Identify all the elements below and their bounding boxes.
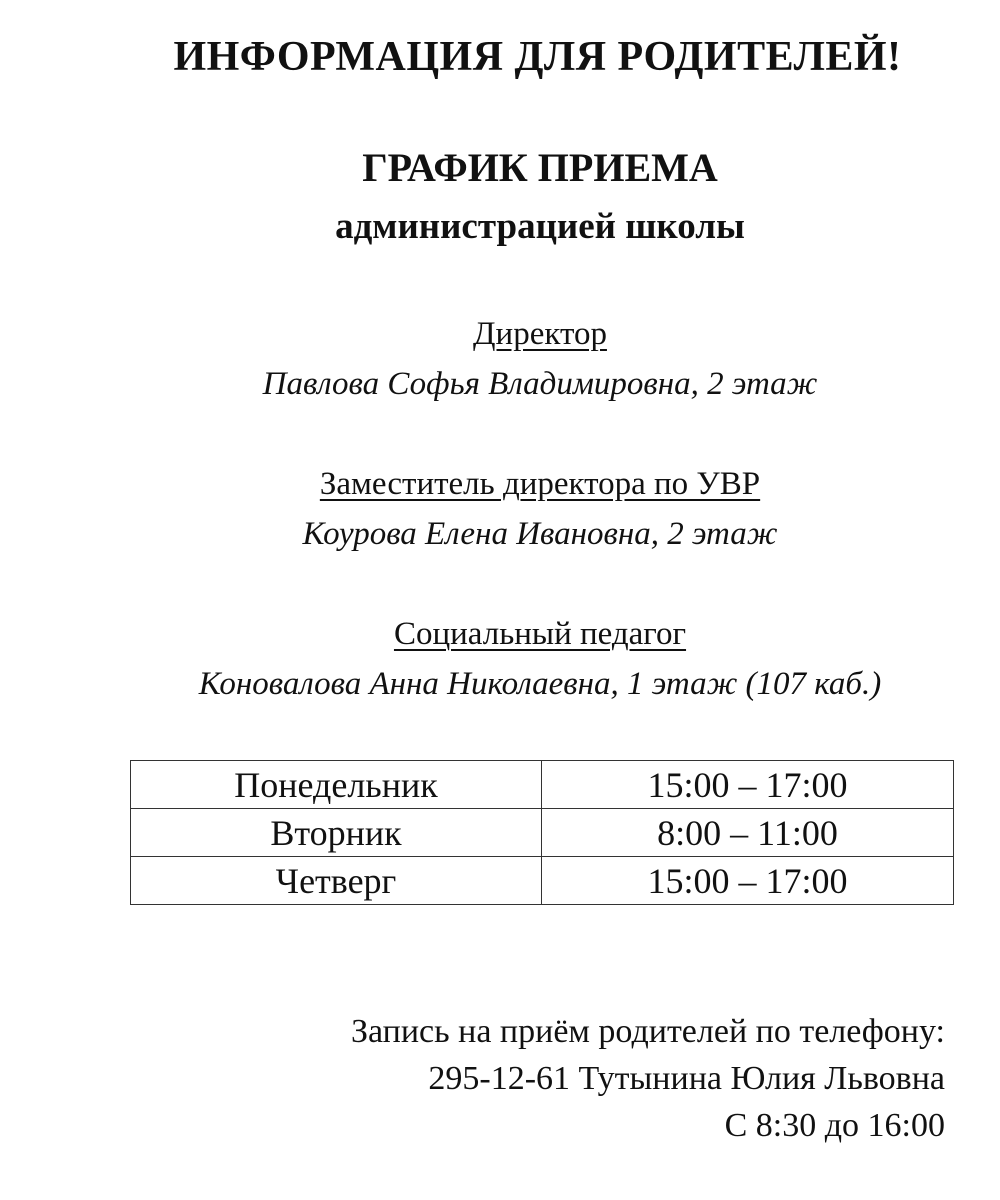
staff-role-deputy: Заместитель директора по УВР bbox=[319, 466, 761, 502]
contact-hours: С 8:30 до 16:00 bbox=[724, 1107, 945, 1144]
schedule-day: Четверг bbox=[131, 857, 542, 905]
schedule-time: 15:00 – 17:00 bbox=[542, 761, 954, 809]
page-title: ИНФОРМАЦИЯ ДЛЯ РОДИТЕЛЕЙ! bbox=[173, 34, 902, 80]
staff-person-deputy: Коурова Елена Ивановна, 2 этаж bbox=[302, 516, 778, 552]
schedule-time: 8:00 – 11:00 bbox=[542, 809, 954, 857]
table-row bbox=[131, 809, 954, 857]
schedule-heading: ГРАФИК ПРИЕМА bbox=[362, 145, 718, 190]
schedule-time: 15:00 – 17:00 bbox=[542, 857, 954, 905]
staff-role-social-pedagogue: Социальный педагог bbox=[393, 616, 687, 652]
staff-role-director: Директор bbox=[473, 316, 607, 352]
staff-person-social-pedagogue: Коновалова Анна Николаевна, 1 этаж (107 каб.) bbox=[198, 666, 882, 702]
contact-phone-name: 295-12-61 Тутынина Юлия Львовна bbox=[428, 1060, 945, 1097]
schedule-subheading: администрацией школы bbox=[335, 206, 745, 247]
schedule-day: Понедельник bbox=[131, 761, 542, 809]
table-row bbox=[131, 761, 954, 809]
schedule-table bbox=[130, 760, 954, 905]
table-row bbox=[131, 857, 954, 905]
schedule-day: Вторник bbox=[131, 809, 542, 857]
staff-person-director: Павлова Софья Владимировна, 2 этаж bbox=[262, 366, 818, 402]
contact-intro: Запись на приём родителей по телефону: bbox=[350, 1013, 945, 1050]
